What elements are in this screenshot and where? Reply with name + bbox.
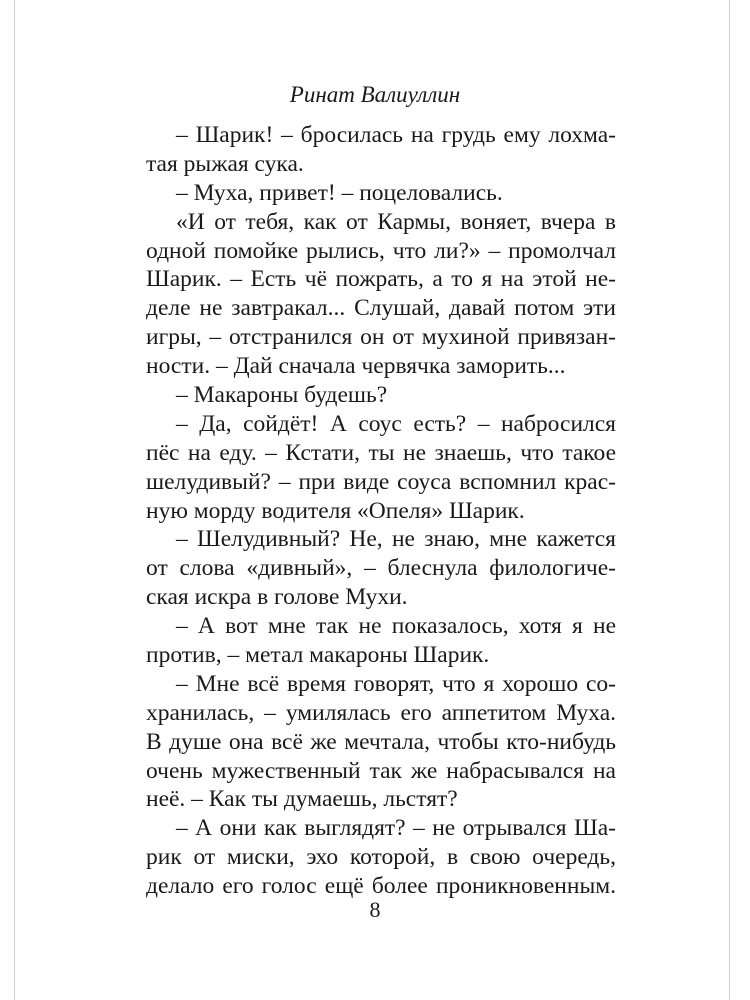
text-line: пёс на еду. – Кстати, ты не знаешь, что такое [146, 439, 616, 466]
text-line: неё. – Как ты думаешь, льстят? [146, 786, 458, 813]
page-edge-left [14, 0, 15, 1000]
text-line: – Да, сойдёт! А соус есть? – набросился [176, 410, 616, 437]
text-line: шелудивый? – при виде соуса вспомнил крас- [146, 468, 616, 495]
text-line: ности. – Дай сначала червячка заморить... [146, 353, 566, 380]
text-line: рик от миски, эхо которой, в свою очередь, [146, 844, 616, 871]
page-edge-right [729, 0, 730, 1000]
text-line: делало его голос ещё более проникновенным. [146, 873, 616, 900]
text-line: ную морду водителя «Опеля» Шарик. [146, 497, 525, 524]
text-line: – Муха, привет! – поцеловались. [176, 179, 503, 206]
text-line: очень мужественный так же набрасывался на [146, 757, 616, 784]
text-line: В душе она всё же мечтала, чтобы кто-нибудь [146, 728, 616, 755]
text-line: – Шелудивный? Не, не знаю, мне кажется [176, 526, 616, 553]
text-line: деле не завтракал... Слушай, давай потом эти [146, 295, 616, 322]
text-line: – Шарик! – бросилась на грудь ему лохма- [176, 122, 616, 148]
text-line: – Мне всё время говорят, что я хорошо со- [176, 670, 616, 697]
text-line: одной помойке рылись, что ли?» – промолчал [146, 237, 616, 264]
body-text [146, 121, 616, 901]
text-line: – А они как выглядят? – не отрывался Ша- [176, 815, 616, 842]
text-line: хранилась, – умилялась его аппетитом Муха. [146, 699, 616, 726]
text-line: ская искра в голове Мухи. [146, 584, 408, 611]
text-line: Шарик. – Есть чё пожрать, а то я на этой не- [146, 266, 616, 293]
text-line: – А вот мне так не показалось, хотя я не [176, 613, 616, 640]
text-line: от слова «дивный», – блеснула филологиче- [146, 555, 616, 582]
text-line: против, – метал макароны Шарик. [146, 642, 490, 669]
running-head-author: Ринат Валиуллин [289, 82, 461, 107]
text-line: тая рыжая сука. [146, 150, 304, 177]
page-number: 8 [369, 897, 381, 922]
text-line: игры, – отстранился он от мухиной привязан- [146, 324, 616, 351]
text-line: «И от тебя, как от Кармы, воняет, вчера в [176, 208, 616, 235]
text-line: – Макароны будешь? [176, 382, 388, 409]
